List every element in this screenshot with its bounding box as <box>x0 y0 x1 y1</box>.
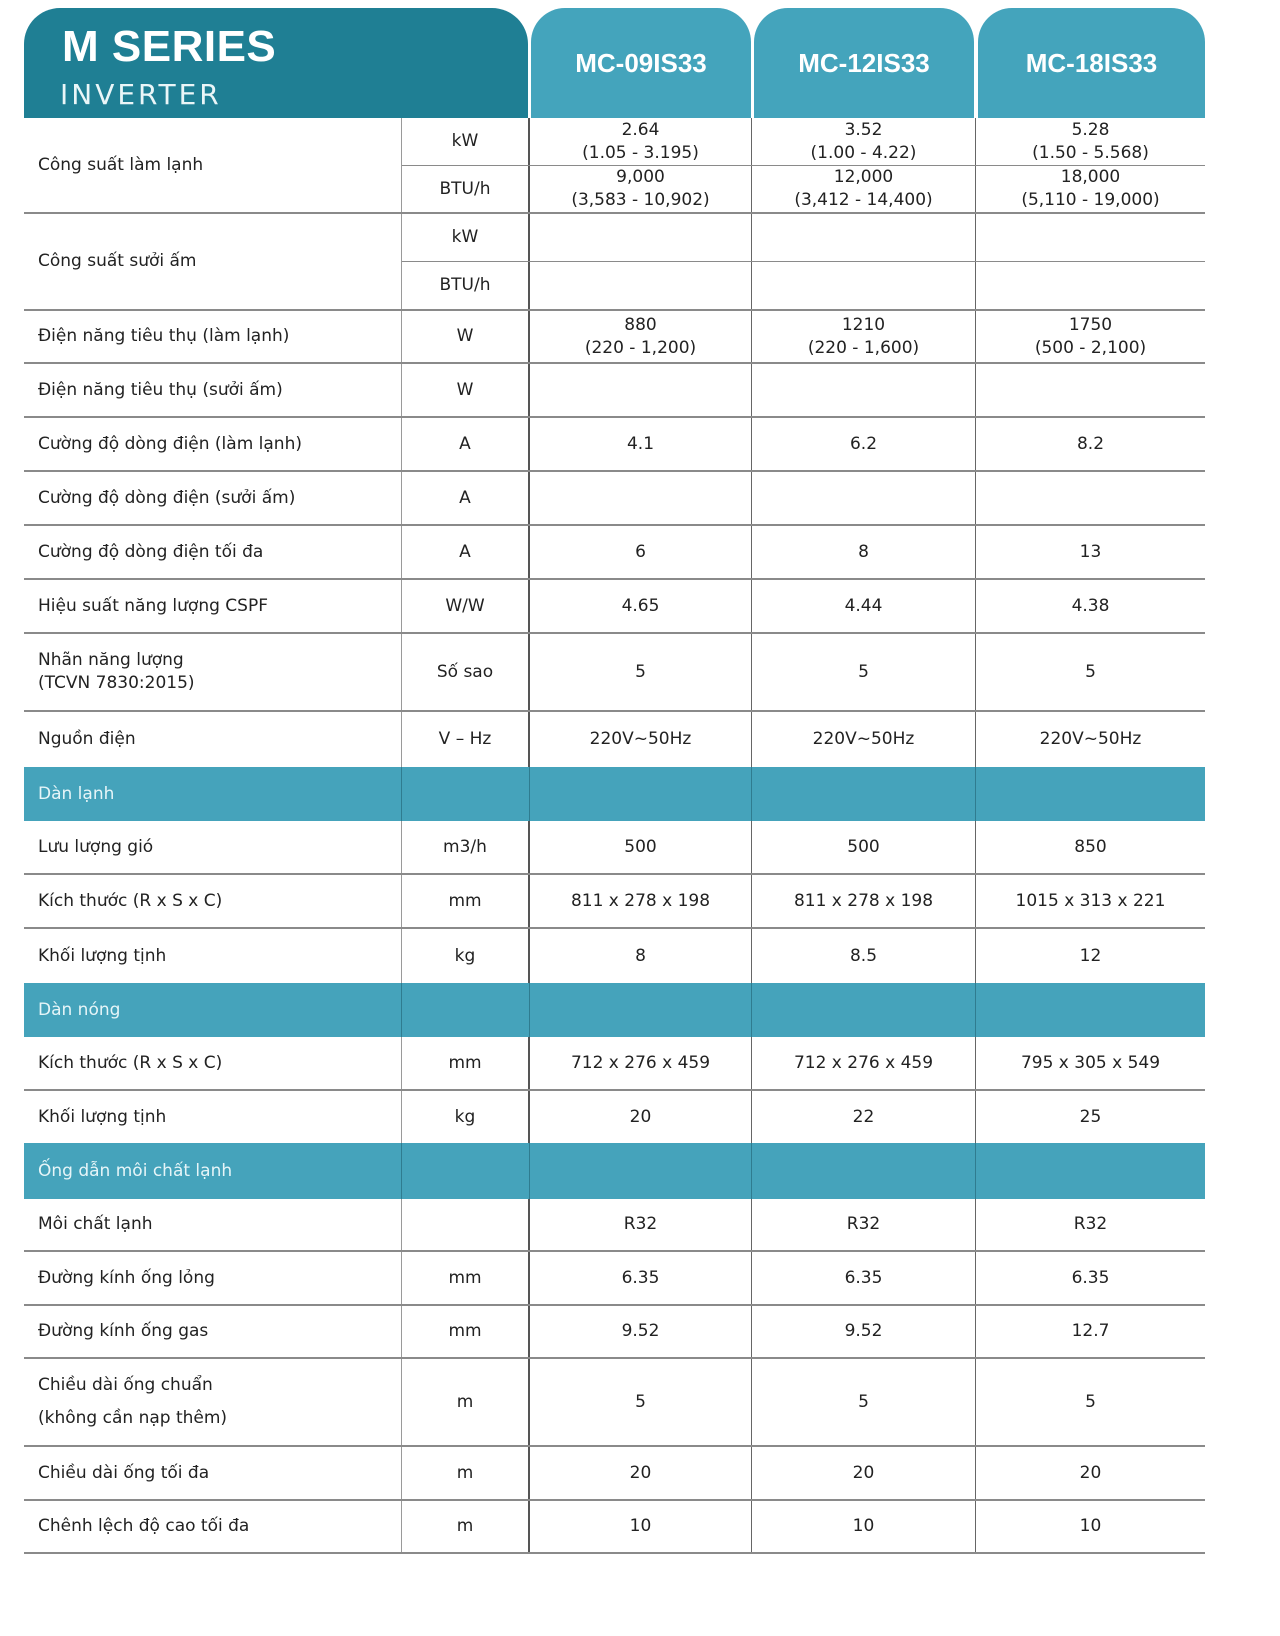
value-cell: 20 <box>530 1091 752 1143</box>
value-range: (220 - 1,200) <box>584 337 697 358</box>
value-cell: 5 <box>530 1359 752 1445</box>
value-cell: 25 <box>1079 1106 1102 1127</box>
unit: mm <box>402 875 530 927</box>
table-row-current-heating <box>24 472 1205 526</box>
row-label: Hiệu suất năng lượng CSPF <box>24 580 402 632</box>
value-cell <box>530 214 752 261</box>
value-cell <box>976 262 1205 309</box>
value-cell: 13 <box>1079 541 1102 562</box>
value-cell: 9.52 <box>752 1306 976 1357</box>
value-cell: 20 <box>530 1447 752 1499</box>
table-row-standard-pipe-length <box>24 1359 1205 1447</box>
row-label: Cường độ dòng điện tối đa <box>24 526 402 578</box>
value-cell: 6.35 <box>1071 1267 1110 1288</box>
row-label: Môi chất lạnh <box>24 1199 402 1250</box>
value-cell: 4.44 <box>752 580 976 632</box>
value-range: (3,412 - 14,400) <box>794 190 933 210</box>
value-cell: 712 x 276 x 459 <box>752 1037 976 1089</box>
row-label: Công suất sưởi ấm <box>24 214 402 309</box>
unit: W <box>402 311 530 362</box>
value-cell <box>530 118 752 165</box>
value-cell <box>976 311 1205 362</box>
row-label <box>24 1359 402 1445</box>
band-cell <box>402 1143 530 1199</box>
value-main: 9,000 <box>616 167 665 187</box>
value-cell: 4.65 <box>530 580 752 632</box>
table-row-refrigerant <box>24 1199 1205 1252</box>
unit: BTU/h <box>402 262 530 309</box>
value-range: (3,583 - 10,902) <box>571 190 710 210</box>
unit <box>402 1199 530 1250</box>
band-cell <box>976 767 1205 821</box>
value-cell: 12.7 <box>1071 1321 1110 1341</box>
value-cell: 20 <box>752 1447 976 1499</box>
row-label: Điện năng tiêu thụ (sưởi ấm) <box>24 364 402 416</box>
value-cell: 8 <box>752 526 976 578</box>
row-label: Cường độ dòng điện (sưởi ấm) <box>24 472 402 524</box>
table-row-indoor-weight <box>24 929 1205 983</box>
model-header-1: MC-09IS33 <box>531 8 751 118</box>
sub-row-btu <box>402 262 1205 309</box>
row-label: Lưu lượng gió <box>24 821 402 873</box>
table-row-current-max <box>24 526 1205 580</box>
value-cell: 6 <box>530 526 752 578</box>
value-cell: 8.5 <box>752 929 976 983</box>
value-cell <box>752 166 976 212</box>
band-cell <box>976 1143 1205 1199</box>
table-row-max-height-difference <box>24 1501 1205 1554</box>
value-cell: 220V~50Hz <box>530 712 752 767</box>
band-cell <box>752 1143 976 1199</box>
table-row-energy-label <box>24 634 1205 712</box>
value-cell: 5 <box>1085 661 1096 682</box>
row-label: Khối lượng tịnh <box>24 929 402 983</box>
value-cell <box>530 262 752 309</box>
section-title: Dàn nóng <box>24 983 402 1037</box>
row-label: Kích thước (R x S x C) <box>24 1037 402 1089</box>
value-cell: 220V~50Hz <box>752 712 976 767</box>
value-range: (1.50 - 5.568) <box>1032 142 1149 163</box>
table-row-cspf <box>24 580 1205 634</box>
unit: kg <box>402 929 530 983</box>
value-cell: 6.35 <box>530 1252 752 1304</box>
value-range: (220 - 1,600) <box>807 337 920 358</box>
table-row-power-cooling <box>24 311 1205 364</box>
value-cell: 500 <box>752 821 976 873</box>
table-row-power-source <box>24 712 1205 767</box>
value-main: 1750 <box>1068 314 1113 335</box>
unit: kW <box>402 118 530 165</box>
value-cell: 850 <box>1074 836 1107 857</box>
value-cell: R32 <box>752 1199 976 1250</box>
value-cell: 5 <box>752 1359 976 1445</box>
row-label <box>24 634 402 710</box>
table-row-outdoor-size <box>24 1037 1205 1091</box>
value-cell <box>752 118 976 165</box>
model-header-2: MC-12IS33 <box>754 8 974 118</box>
value-cell: 10 <box>1079 1516 1102 1536</box>
value-cell <box>976 214 1205 261</box>
value-range: (5,110 - 19,000) <box>1021 190 1160 210</box>
band-cell <box>530 1143 752 1199</box>
value-cell: 10 <box>530 1501 752 1552</box>
series-title: M SERIES <box>62 22 277 71</box>
value-cell: 6.2 <box>752 418 976 470</box>
sub-row-kw <box>402 118 1205 166</box>
row-label: Nguồn điện <box>24 712 402 767</box>
value-cell <box>752 472 976 524</box>
value-cell: 5 <box>752 634 976 710</box>
row-label: Khối lượng tịnh <box>24 1091 402 1143</box>
sub-row-kw <box>402 214 1205 262</box>
table-row-power-heating <box>24 364 1205 418</box>
table-row-gas-pipe <box>24 1306 1205 1359</box>
value-cell: R32 <box>1073 1214 1108 1234</box>
value-cell: 8 <box>530 929 752 983</box>
row-label: Đường kính ống gas <box>24 1306 402 1357</box>
sub-row-btu <box>402 166 1205 212</box>
unit: W/W <box>402 580 530 632</box>
unit: A <box>402 526 530 578</box>
value-cell: 5 <box>530 634 752 710</box>
value-cell <box>976 364 1205 416</box>
value-cell: 8.2 <box>1076 433 1105 454</box>
band-cell <box>752 983 976 1037</box>
value-range: (1.00 - 4.22) <box>810 142 917 163</box>
value-cell: R32 <box>530 1199 752 1250</box>
row-label: Chênh lệch độ cao tối đa <box>24 1501 402 1552</box>
unit: W <box>402 364 530 416</box>
table-row-liquid-pipe <box>24 1252 1205 1306</box>
value-cell <box>752 364 976 416</box>
value-cell: 10 <box>752 1501 976 1552</box>
value-main: 2.64 <box>621 119 660 140</box>
section-band-outdoor <box>24 983 1205 1037</box>
unit: BTU/h <box>402 166 530 212</box>
section-title: Ống dẫn môi chất lạnh <box>24 1143 402 1199</box>
series-header <box>24 8 528 118</box>
value-main: 3.52 <box>844 119 883 140</box>
value-cell <box>530 364 752 416</box>
value-range: (1.05 - 3.195) <box>582 142 699 163</box>
section-band-piping <box>24 1143 1205 1199</box>
band-cell <box>976 983 1205 1037</box>
table-row-max-pipe-length <box>24 1447 1205 1501</box>
unit: kg <box>402 1091 530 1143</box>
row-label: Kích thước (R x S x C) <box>24 875 402 927</box>
band-cell <box>530 983 752 1037</box>
value-main: 18,000 <box>1060 167 1121 187</box>
band-cell <box>402 983 530 1037</box>
value-cell: 22 <box>752 1091 976 1143</box>
band-cell <box>530 767 752 821</box>
row-label: Chiều dài ống tối đa <box>24 1447 402 1499</box>
value-cell: 500 <box>530 821 752 873</box>
unit: A <box>402 418 530 470</box>
unit: mm <box>402 1252 530 1304</box>
band-cell <box>402 767 530 821</box>
series-subtitle: INVERTER <box>60 78 222 111</box>
unit: V – Hz <box>402 712 530 767</box>
value-cell: 795 x 305 x 549 <box>1020 1052 1161 1073</box>
value-main: 880 <box>624 314 657 335</box>
row-label-line2: (không cần nạp thêm) <box>38 1408 228 1428</box>
table-row-current-cooling <box>24 418 1205 472</box>
value-cell <box>752 262 976 309</box>
table-row-cooling-capacity <box>24 118 1205 214</box>
value-cell: 5 <box>1085 1391 1096 1412</box>
row-label: Điện năng tiêu thụ (làm lạnh) <box>24 311 402 362</box>
value-cell <box>976 472 1205 524</box>
table-row-heating-capacity <box>24 214 1205 311</box>
value-main: 5.28 <box>1071 119 1110 140</box>
model-header-3: MC-18IS33 <box>978 8 1205 118</box>
value-cell: 4.38 <box>1071 595 1110 616</box>
band-cell <box>752 767 976 821</box>
table-row-airflow <box>24 821 1205 875</box>
unit: m3/h <box>402 821 530 873</box>
value-cell: 811 x 278 x 198 <box>530 875 752 927</box>
unit: A <box>402 472 530 524</box>
unit: mm <box>402 1037 530 1089</box>
value-cell <box>752 214 976 261</box>
row-label: Đường kính ống lỏng <box>24 1252 402 1304</box>
unit: m <box>402 1501 530 1552</box>
row-label-line2: (TCVN 7830:2015) <box>38 673 195 693</box>
unit: mm <box>402 1306 530 1357</box>
unit: kW <box>402 214 530 261</box>
table-row-indoor-size <box>24 875 1205 929</box>
value-cell: 12 <box>1079 945 1102 966</box>
value-cell <box>752 311 976 362</box>
row-label: Công suất làm lạnh <box>24 118 402 212</box>
value-cell: 4.1 <box>530 418 752 470</box>
row-label-line1: Chiều dài ống chuẩn <box>38 1375 213 1395</box>
value-cell <box>530 311 752 362</box>
value-cell: 1015 x 313 x 221 <box>1015 890 1166 911</box>
value-main: 12,000 <box>833 167 894 187</box>
unit: m <box>402 1447 530 1499</box>
value-cell <box>530 166 752 212</box>
row-label: Cường độ dòng điện (làm lạnh) <box>24 418 402 470</box>
value-cell <box>976 166 1205 212</box>
unit: m <box>402 1359 530 1445</box>
section-title: Dàn lạnh <box>24 767 402 821</box>
row-label-line1: Nhãn năng lượng <box>38 650 184 670</box>
value-cell: 712 x 276 x 459 <box>530 1037 752 1089</box>
value-cell: 811 x 278 x 198 <box>752 875 976 927</box>
value-main: 1210 <box>841 314 886 335</box>
section-band-indoor <box>24 767 1205 821</box>
value-range: (500 - 2,100) <box>1034 337 1147 358</box>
value-cell <box>530 472 752 524</box>
value-cell: 9.52 <box>530 1306 752 1357</box>
value-cell: 20 <box>1079 1462 1102 1483</box>
table-row-outdoor-weight <box>24 1091 1205 1143</box>
value-cell: 220V~50Hz <box>1039 729 1142 749</box>
value-cell <box>976 118 1205 165</box>
value-cell: 6.35 <box>752 1252 976 1304</box>
unit: Số sao <box>402 634 530 710</box>
